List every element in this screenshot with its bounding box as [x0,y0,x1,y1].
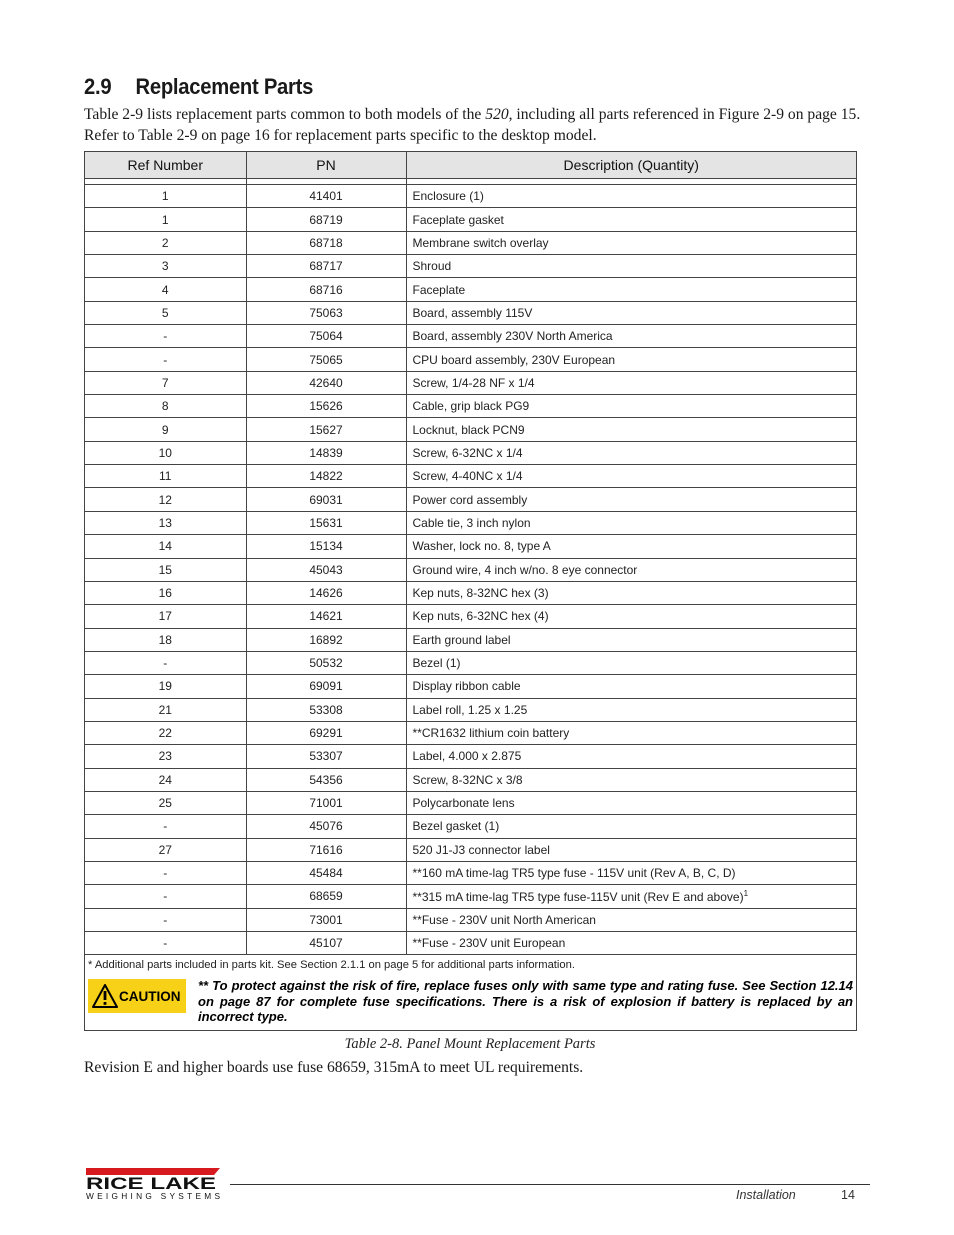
description-cell [406,301,856,324]
description-cell [406,698,856,721]
description-text: Bezel (1) [412,656,461,671]
footer-rule [230,1184,870,1185]
ref-number-cell: 27 [85,838,246,861]
caution-text: ** To protect against the risk of fire, replace fuses only with same type and rating fuse. See Section 12.14 on page 87 for complete fuse specifications. There is a risk of explosion if battery is replaced by an incorrect type. [198,978,853,1025]
description-text: 520 J1-J3 connector label [412,842,550,857]
table-row [85,815,856,838]
description-cell [406,721,856,744]
description-text: Cable, grip black PG9 [412,399,530,414]
part-number-cell: 15631 [246,511,406,534]
ref-number-cell: 22 [85,721,246,744]
description-text: Power cord assembly [412,492,528,507]
part-number-cell: 45484 [246,861,406,884]
ref-number-cell: - [85,908,246,931]
caution-badge [88,979,186,1013]
table-row [85,348,856,371]
warning-triangle-icon [92,984,118,1008]
ref-number-cell: 18 [85,628,246,651]
table-row [85,698,856,721]
description-text: Board, assembly 115V [412,305,533,320]
table-row [85,885,856,908]
ref-number-cell: - [85,885,246,908]
description-cell [406,441,856,464]
ref-number-cell: 17 [85,605,246,628]
table-row [85,418,856,441]
table-row [85,185,856,208]
description-text: Shroud [412,259,452,274]
description-text: Screw, 4-40NC x 1/4 [412,469,523,484]
description-cell [406,488,856,511]
description-cell [406,348,856,371]
table-row [85,581,856,604]
part-number-cell: 14822 [246,465,406,488]
table-row [85,231,856,254]
description-text: Label roll, 1.25 x 1.25 [412,702,528,717]
ref-number-cell: 19 [85,675,246,698]
part-number-cell: 53308 [246,698,406,721]
parts-table [85,152,856,955]
caution-label: CAUTION [119,988,181,1004]
ref-number-cell: 21 [85,698,246,721]
part-number-cell: 69091 [246,675,406,698]
part-number-cell: 71001 [246,791,406,814]
parts-table-body [85,179,856,955]
parts-table-frame [84,151,857,1031]
header-ref-number: Ref Number [85,152,246,179]
description-cell [406,908,856,931]
description-text: Label, 4.000 x 2.875 [412,749,522,764]
description-text: Earth ground label [412,632,511,647]
description-cell [406,815,856,838]
ref-number-cell: 12 [85,488,246,511]
ref-number-cell: 16 [85,581,246,604]
part-number-cell: 50532 [246,651,406,674]
table-row [85,745,856,768]
part-number-cell: 16892 [246,628,406,651]
part-number-cell: 45043 [246,558,406,581]
ref-number-cell: - [85,325,246,348]
table-row [85,301,856,324]
description-text: Polycarbonate lens [412,796,515,811]
table-row [85,441,856,464]
table-row [85,325,856,348]
table-row [85,395,856,418]
footer-page-number: 14 [841,1188,855,1202]
part-number-cell: 68717 [246,255,406,278]
part-number-cell: 69031 [246,488,406,511]
ref-number-cell: 7 [85,371,246,394]
part-number-cell: 42640 [246,371,406,394]
description-cell [406,278,856,301]
table-row [85,558,856,581]
table-row [85,838,856,861]
logo-wordmark: RICE LAKE [86,1175,216,1193]
description-cell [406,745,856,768]
logo-graphic [84,1166,224,1202]
logo-subtext: WEIGHING SYSTEMS [86,1191,220,1201]
description-text: **Fuse - 230V unit North American [412,912,596,927]
part-number-cell: 68659 [246,885,406,908]
intro-paragraph [84,104,874,146]
description-cell [406,371,856,394]
logo-red-bar [86,1168,220,1175]
parts-kit-footnote: * Additional parts included in parts kit. See Section 2.1.1 on page 5 for additional parts information. [88,959,575,972]
ref-number-cell: - [85,861,246,884]
ref-number-cell: 3 [85,255,246,278]
description-text: CPU board assembly, 230V European [412,352,616,367]
ref-number-cell: - [85,815,246,838]
description-cell [406,255,856,278]
table-row [85,768,856,791]
description-cell [406,675,856,698]
model-name: 520 [485,106,509,123]
description-text: **315 mA time-lag TR5 type fuse-115V unit (Rev E and above) [412,889,744,904]
ref-number-cell: 5 [85,301,246,324]
ref-number-cell: 14 [85,535,246,558]
part-number-cell: 41401 [246,185,406,208]
intro-text-start: Table 2-9 lists replacement parts common to both models of the [84,106,486,123]
table-row [85,861,856,884]
ref-number-cell: - [85,348,246,371]
description-cell [406,861,856,884]
table-row [85,535,856,558]
part-number-cell: 15134 [246,535,406,558]
part-number-cell: 14621 [246,605,406,628]
header-description: Description (Quantity) [406,152,856,179]
description-cell [406,838,856,861]
description-cell [406,185,856,208]
description-cell [406,395,856,418]
ref-number-cell: 4 [85,278,246,301]
description-text: Screw, 8-32NC x 3/8 [412,772,523,787]
description-cell [406,208,856,231]
part-number-cell: 54356 [246,768,406,791]
part-number-cell: 68716 [246,278,406,301]
table-row [85,465,856,488]
description-text: Cable tie, 3 inch nylon [412,515,531,530]
description-cell [406,605,856,628]
ref-number-cell: 10 [85,441,246,464]
caution-notice [85,974,856,1030]
section-title: Replacement Parts [135,74,314,99]
part-number-cell: 53307 [246,745,406,768]
ref-number-cell: 1 [85,185,246,208]
ref-number-cell: 9 [85,418,246,441]
ref-number-cell: 8 [85,395,246,418]
part-number-cell: 14839 [246,441,406,464]
part-number-cell: 75063 [246,301,406,324]
description-text: Screw, 1/4-28 NF x 1/4 [412,375,535,390]
section-heading [84,74,313,100]
description-cell [406,651,856,674]
table-row [85,651,856,674]
description-text: Enclosure (1) [412,189,484,204]
description-cell [406,511,856,534]
description-cell [406,535,856,558]
table-row [85,675,856,698]
part-number-cell: 75064 [246,325,406,348]
table-row [85,488,856,511]
ref-number-cell: - [85,651,246,674]
ref-number-cell: 25 [85,791,246,814]
table-row [85,791,856,814]
table-row [85,511,856,534]
description-cell [406,791,856,814]
revision-note: Revision E and higher boards use fuse 68659, 315mA to meet UL requirements. [84,1059,584,1076]
ref-number-cell: 13 [85,511,246,534]
description-text: Kep nuts, 8-32NC hex (3) [412,586,549,601]
description-cell [406,581,856,604]
description-cell [406,558,856,581]
description-text: **160 mA time-lag TR5 type fuse - 115V unit (Rev A, B, C, D) [412,866,736,881]
part-number-cell: 68719 [246,208,406,231]
description-cell [406,628,856,651]
part-number-cell: 75065 [246,348,406,371]
description-cell [406,932,856,955]
table-row [85,278,856,301]
description-text: Membrane switch overlay [412,235,549,250]
description-cell [406,768,856,791]
part-number-cell: 69291 [246,721,406,744]
table-caption: Table 2-8. Panel Mount Replacement Parts [344,1036,596,1052]
part-number-cell: 45076 [246,815,406,838]
part-number-cell: 15626 [246,395,406,418]
table-row [85,208,856,231]
description-text: Display ribbon cable [412,679,521,694]
description-cell [406,885,856,908]
part-number-cell: 71616 [246,838,406,861]
table-row [85,628,856,651]
description-cell [406,231,856,254]
footer-section-name: Installation [736,1188,796,1202]
part-number-cell: 45107 [246,932,406,955]
table-row [85,932,856,955]
ref-number-cell: - [85,932,246,955]
description-text: Faceplate gasket [412,212,504,227]
description-cell [406,325,856,348]
part-number-cell: 14626 [246,581,406,604]
description-text: **CR1632 lithium coin battery [412,726,570,741]
description-text: Faceplate [412,282,466,297]
section-number: 2.9 [84,74,112,99]
description-text: Ground wire, 4 inch w/no. 8 eye connector [412,562,638,577]
part-number-cell: 68718 [246,231,406,254]
rice-lake-logo [84,1166,224,1207]
table-row [85,721,856,744]
part-number-cell: 15627 [246,418,406,441]
ref-number-cell: 23 [85,745,246,768]
description-text: Screw, 6-32NC x 1/4 [412,445,523,460]
table-row [85,908,856,931]
description-cell [406,465,856,488]
part-number-cell: 73001 [246,908,406,931]
ref-number-cell: 15 [85,558,246,581]
description-text: Bezel gasket (1) [412,819,500,834]
ref-number-cell: 2 [85,231,246,254]
ref-number-cell: 24 [85,768,246,791]
description-text: Locknut, black PCN9 [412,422,525,437]
ref-number-cell: 11 [85,465,246,488]
description-text: **Fuse - 230V unit European [412,936,566,951]
header-pn: PN [246,152,406,179]
description-cell [406,418,856,441]
table-row [85,255,856,278]
table-row [85,605,856,628]
description-text: Board, assembly 230V North America [412,329,613,344]
ref-number-cell: 1 [85,208,246,231]
footnote-marker: 1 [743,888,749,898]
description-text: Washer, lock no. 8, type A [412,539,551,554]
description-text: Kep nuts, 6-32NC hex (4) [412,609,549,624]
intro-text-end: , including all parts referenced in Figure 2-9 on page 15. Refer to Table 2-9 on page 16 for replacement parts specific to the desktop model. [84,106,861,144]
table-row [85,371,856,394]
